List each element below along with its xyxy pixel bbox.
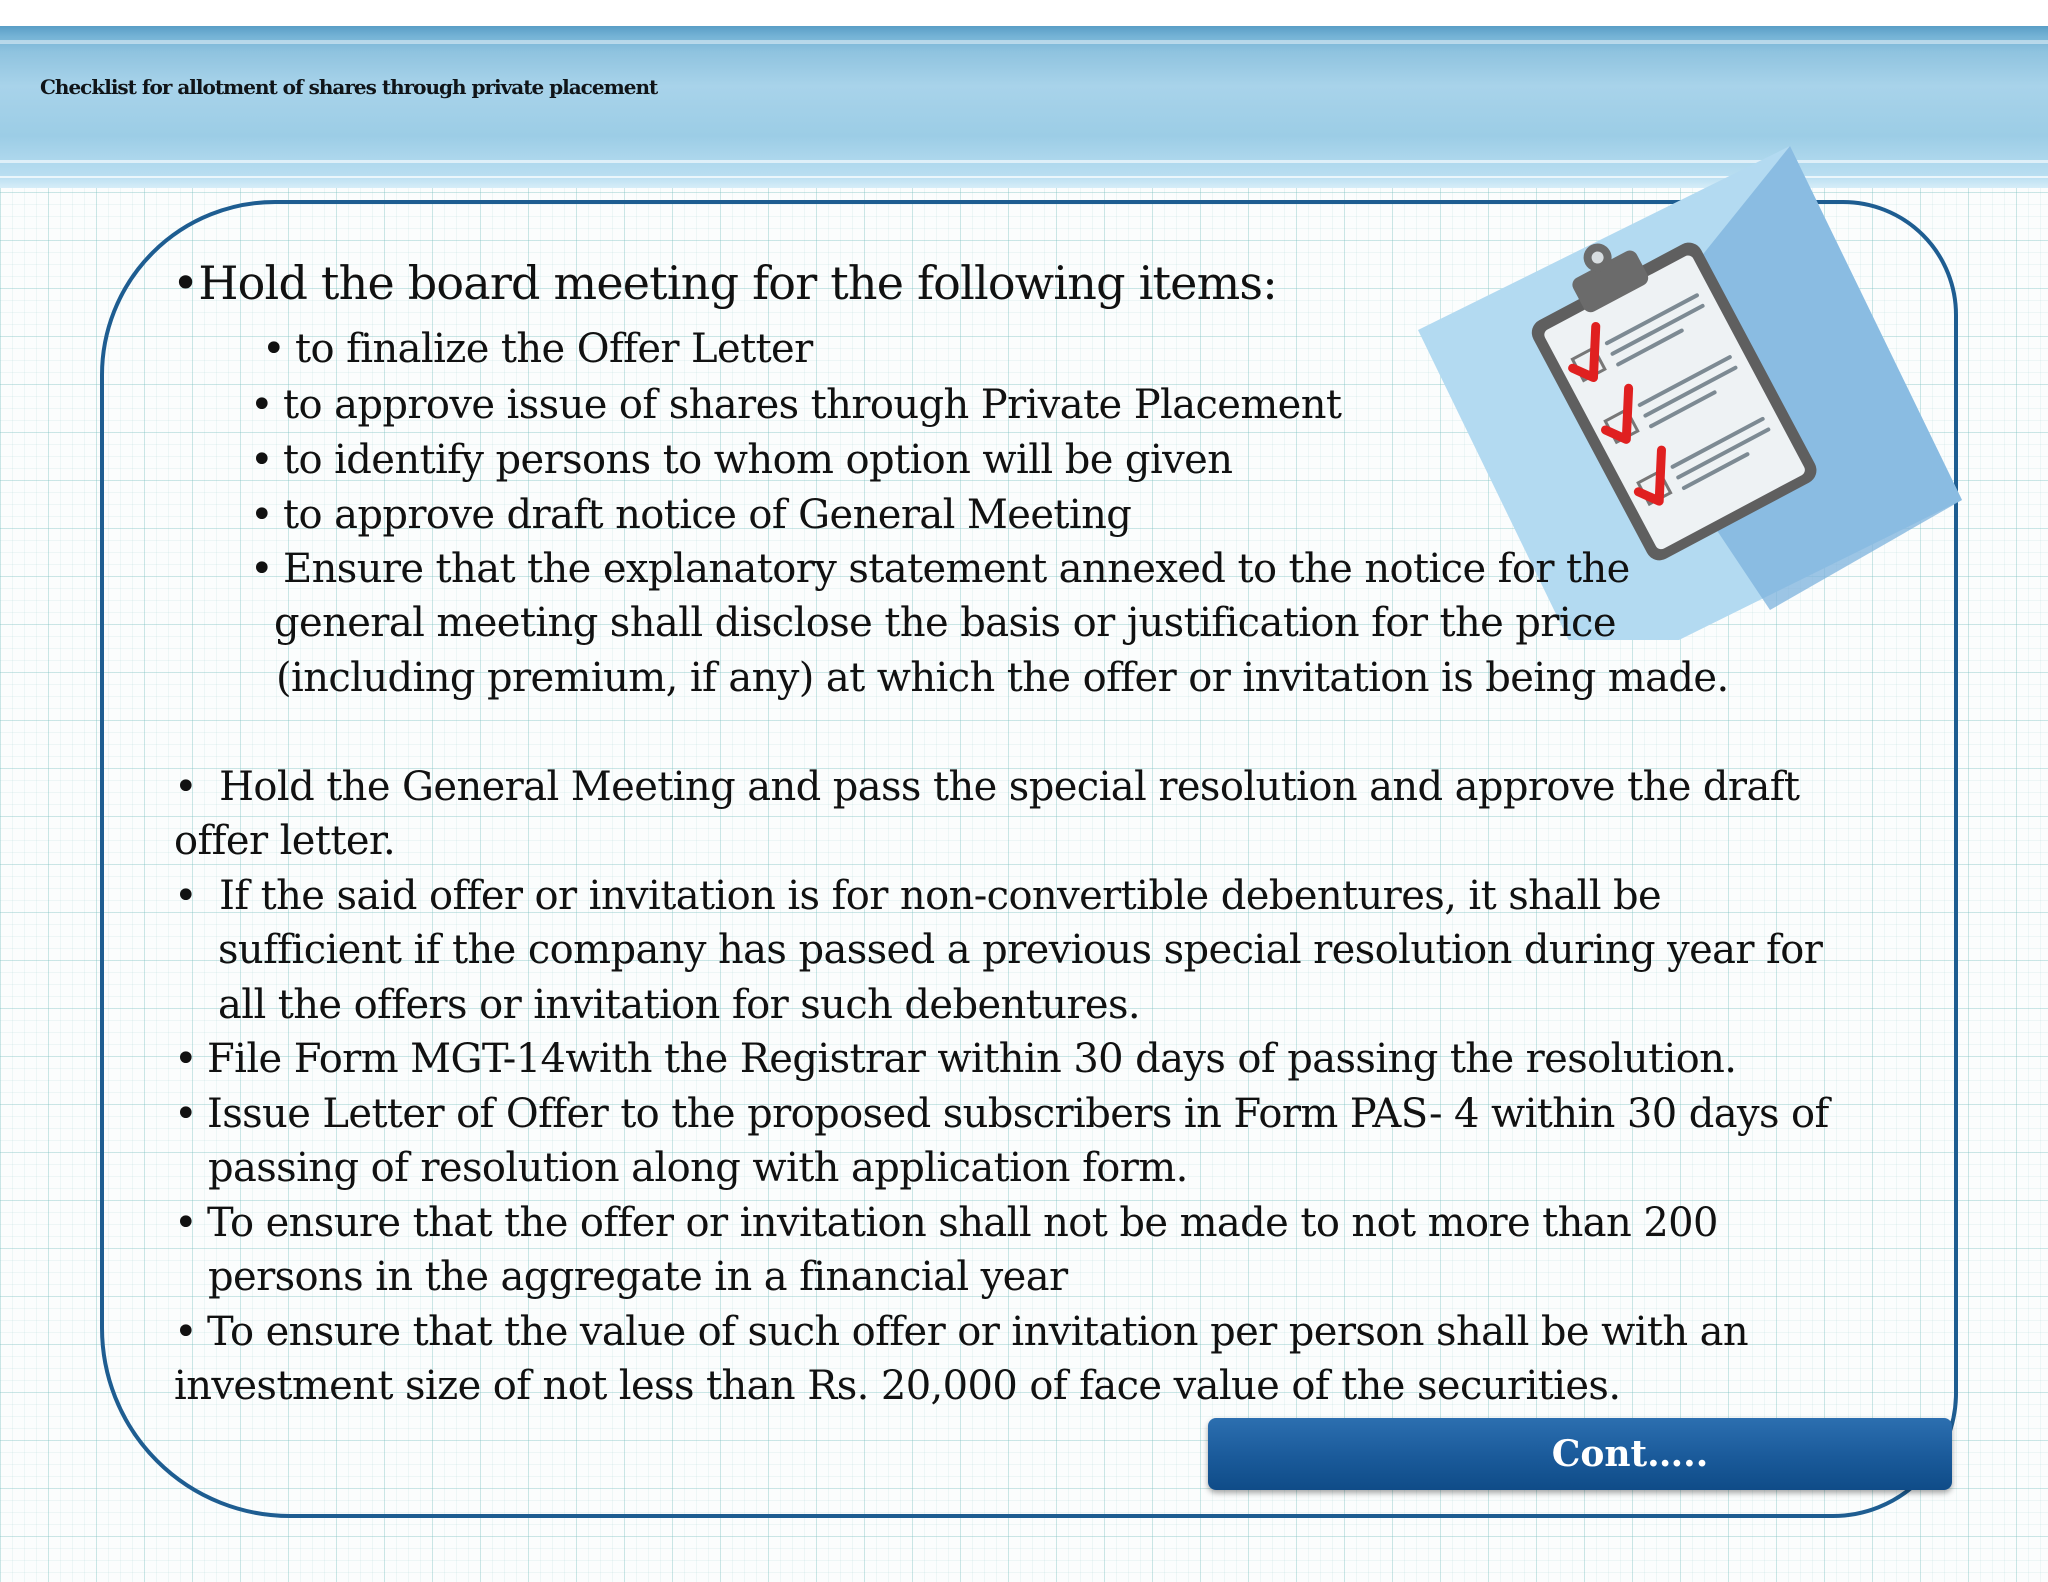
list-item: • Ensure that the explanatory statement annexed to the notice for the <box>250 546 1630 592</box>
bullet: • <box>174 764 197 810</box>
step-general-meeting: • Hold the General Meeting and pass the special resolution and approve the draft <box>174 764 1800 810</box>
bullet: • <box>172 256 199 310</box>
bullet: • <box>262 326 285 372</box>
bullet: • <box>174 1091 197 1137</box>
board-meeting-heading: •Hold the board meeting for the following items: <box>172 256 1277 310</box>
step-file-form: • File Form MGT-14with the Registrar within 30 days of passing the resolution. <box>174 1036 1737 1082</box>
step-investment-size-continuation: investment size of not less than Rs. 20,000 of face value of the securities. <box>174 1363 1621 1409</box>
step-issue-letter-continuation: passing of resolution along with application form. <box>208 1145 1188 1191</box>
list-item-continuation: general meeting shall disclose the basis or justification for the price <box>274 600 1616 646</box>
list-item: • to finalize the Offer Letter <box>262 326 813 372</box>
step-non-convertible-continuation: all the offers or invitation for such debentures. <box>218 982 1140 1028</box>
bullet: • <box>250 492 273 538</box>
list-item-continuation: (including premium, if any) at which the offer or invitation is being made. <box>276 655 1729 701</box>
bullet: • <box>250 546 273 592</box>
step-limit-persons: • To ensure that the offer or invitation shall not be made to not more than 200 <box>174 1200 1718 1246</box>
step-non-convertible-continuation: sufficient if the company has passed a previous special resolution during year for <box>218 927 1823 973</box>
bullet: • <box>174 1309 197 1355</box>
bullet: • <box>250 437 273 483</box>
bullet: • <box>250 382 273 428</box>
step-limit-persons-continuation: persons in the aggregate in a financial year <box>208 1254 1068 1300</box>
page-title: Checklist for allotment of shares through private placement <box>40 75 658 99</box>
list-item: • to identify persons to whom option will be given <box>250 437 1233 483</box>
bullet: • <box>174 1200 197 1246</box>
bullet: • <box>174 873 197 919</box>
bullet: • <box>174 1036 197 1082</box>
step-issue-letter: • Issue Letter of Offer to the proposed subscribers in Form PAS- 4 within 30 days of <box>174 1091 1829 1137</box>
step-general-meeting-continuation: offer letter. <box>174 818 396 864</box>
step-non-convertible: • If the said offer or invitation is for non-convertible debentures, it shall be <box>174 873 1662 919</box>
step-investment-size: • To ensure that the value of such offer or invitation per person shall be with an <box>174 1309 1749 1355</box>
top-margin <box>0 0 2048 26</box>
list-item: • to approve draft notice of General Meeting <box>250 492 1132 538</box>
continue-button[interactable]: Cont….. <box>1208 1418 1952 1490</box>
list-item: • to approve issue of shares through Private Placement <box>250 382 1342 428</box>
